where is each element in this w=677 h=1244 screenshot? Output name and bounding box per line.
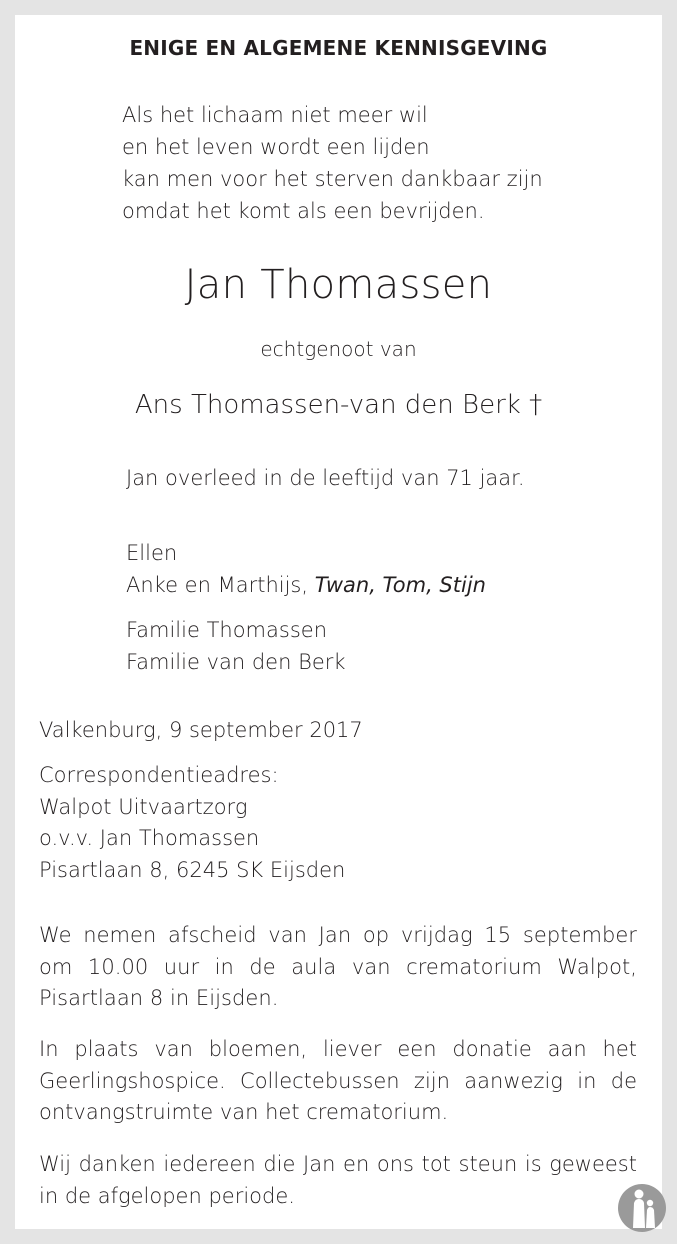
deceased-name: Jan Thomassen: [184, 262, 493, 308]
poem-line: omdat het komt als een bevrijden.: [122, 199, 485, 223]
notice-heading: ENIGE EN ALGEMENE KENNISGEVING: [129, 36, 548, 60]
address-line: o.v.v. Jan Thomassen: [39, 826, 260, 850]
spouse-intro: echtgenoot van: [260, 337, 417, 361]
correspondence-address: [39, 760, 637, 886]
address-line: Correspondentieadres:: [39, 763, 279, 787]
place-date: [39, 715, 637, 747]
address-line: Walpot Uitvaartzorg: [39, 794, 248, 819]
age-statement: Jan overleed in de leeftijd van 71 jaar.: [126, 466, 525, 490]
grandchildren-names: Twan, Tom, Stijn: [314, 573, 486, 597]
families-list: [126, 614, 346, 678]
memorial-figures-logo-icon: [617, 1183, 667, 1233]
farewell-paragraph: We nemen afscheid van Jan op vrijdag 15 september om 10.00 uur in de aula van crematorium Walpot, Pisartlaan 8 in Eijsden.: [39, 923, 637, 1010]
family-line: Familie van den Berk: [126, 650, 346, 674]
family-line: Familie Thomassen: [126, 618, 327, 642]
spouse-name: Ans Thomassen-van den Berk †: [134, 390, 543, 420]
place-date-text: Valkenburg, 9 september 2017: [39, 718, 363, 742]
children-list: [126, 537, 486, 601]
child-names: Anke en Marthijs,: [126, 573, 315, 597]
poem-line: kan men voor het sterven dankbaar zijn: [122, 167, 543, 191]
child-line: Ellen: [126, 541, 178, 565]
poem: [122, 99, 543, 227]
address-line: Pisartlaan 8, 6245 SK Eijsden: [39, 857, 346, 882]
donation-paragraph: In plaats van bloemen, liever een donatie aan het Geerlingshospice. Collectebussen zijn aanwezig in de ontvangstruimte van het crematorium.: [39, 1037, 637, 1124]
poem-line: Als het lichaam niet meer wil: [122, 103, 428, 127]
poem-line: en het leven wordt een lijden: [122, 135, 430, 159]
child-line: [126, 569, 486, 601]
thanks-paragraph: Wij danken iedereen die Jan en ons tot steun is geweest in de afgelopen periode.: [39, 1152, 637, 1208]
